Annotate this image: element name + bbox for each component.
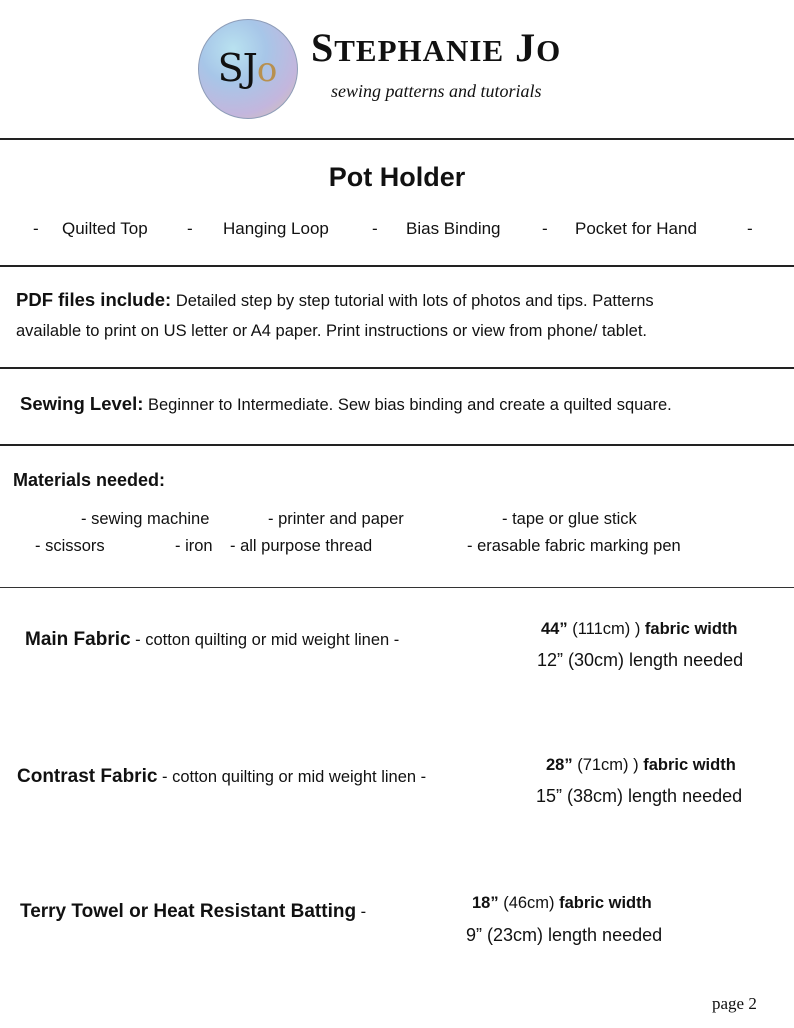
fabric-width: 44” (111cm) ) fabric width [541, 620, 738, 638]
feature-item: Quilted Top [62, 219, 148, 238]
fabric-requirement: Terry Towel or Heat Resistant Batting - [20, 901, 367, 922]
fabric-requirement: Main Fabric - cotton quilting or mid weight linen - [25, 629, 400, 650]
sewing-level: Sewing Level: Beginner to Intermediate. Sew bias binding and create a quilted square. [20, 393, 672, 414]
pdf-includes-line-2: available to print on US letter or A4 paper. Print instructions or view from phone/ tablet. [16, 322, 647, 340]
divider [0, 265, 794, 267]
materials-heading: Materials needed: [13, 470, 166, 490]
fabric-length: 12” (30cm) length needed [537, 650, 744, 670]
fabric-requirement: Contrast Fabric - cotton quilting or mid weight linen - [17, 766, 427, 787]
fabric-name: Terry Towel or Heat Resistant Batting [20, 901, 357, 922]
page-number: page 2 [712, 994, 757, 1013]
fabric-width: 18” (46cm) fabric width [472, 894, 652, 912]
fabric-length: 9” (23cm) length needed [466, 925, 663, 945]
materials-item: - tape or glue stick [502, 510, 637, 528]
feature-separator: - [542, 219, 548, 238]
feature-separator: - [33, 219, 39, 238]
feature-item: Pocket for Hand [575, 219, 697, 238]
materials-item: - scissors [35, 537, 105, 555]
tagline: sewing patterns and tutorials [331, 81, 542, 101]
page-title: Pot Holder [328, 162, 466, 192]
divider [0, 367, 794, 369]
logo-text: SJo [217, 46, 277, 90]
pdf-includes-label: PDF files include: [16, 289, 172, 310]
feature-separator: - [372, 219, 378, 238]
materials-item: - all purpose thread [230, 537, 373, 555]
materials-item: - iron [175, 537, 213, 555]
fabric-name: Main Fabric [25, 629, 131, 650]
brand-name: STEPHANIE JO [311, 25, 562, 70]
pdf-includes-line-1: PDF files include: Detailed step by step tutorial with lots of photos and tips. Patterns [16, 289, 654, 310]
divider [0, 138, 794, 140]
sewing-level-label: Sewing Level: [20, 393, 144, 414]
logo-monogram [198, 19, 296, 117]
divider [0, 587, 794, 588]
materials-item: - sewing machine [81, 510, 210, 528]
fabric-width: 28” (71cm) ) fabric width [546, 756, 736, 774]
fabric-name: Contrast Fabric [17, 766, 158, 787]
feature-item: Bias Binding [406, 219, 501, 238]
feature-item: Hanging Loop [223, 219, 329, 238]
fabric-length: 15” (38cm) length needed [536, 786, 743, 806]
feature-separator: - [747, 219, 753, 238]
materials-item: - erasable fabric marking pen [467, 537, 681, 555]
divider [0, 444, 794, 446]
feature-separator: - [187, 219, 193, 238]
materials-item: - printer and paper [268, 510, 404, 528]
